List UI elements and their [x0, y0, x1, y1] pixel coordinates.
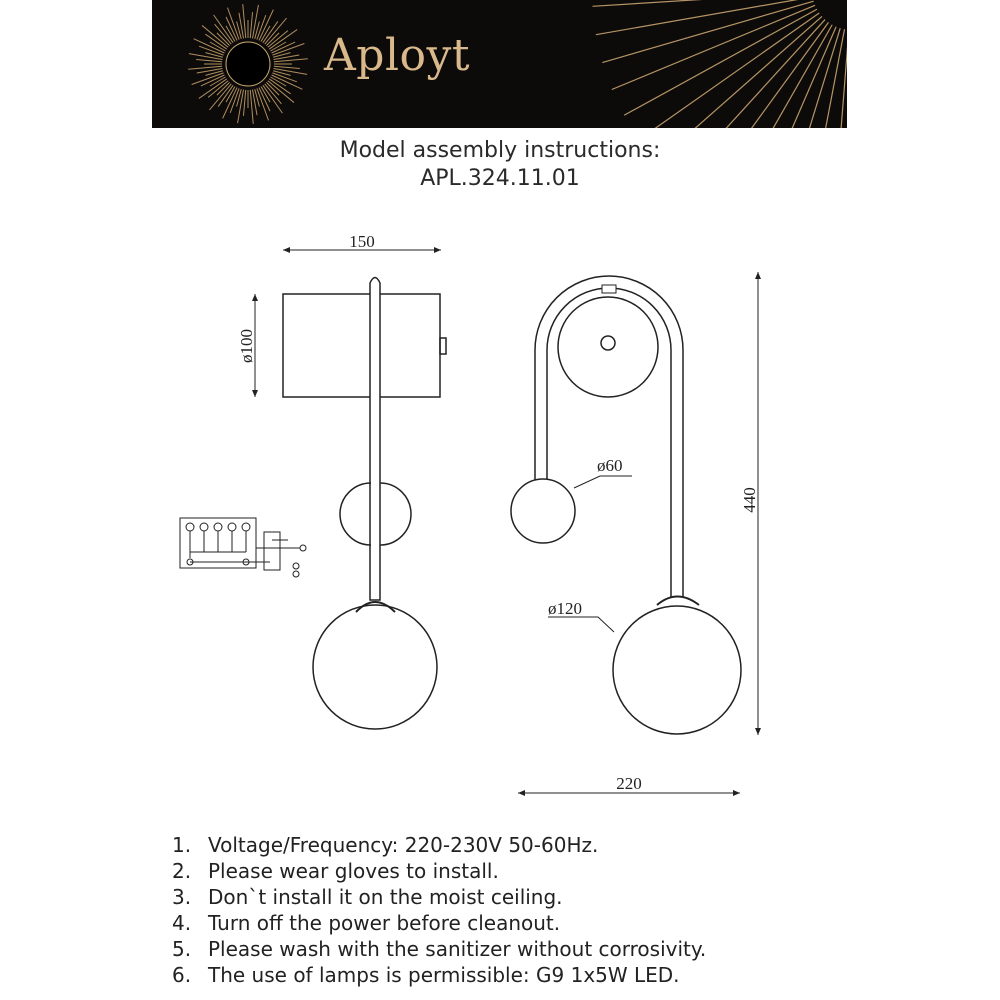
support-rod — [370, 278, 380, 601]
canopy-disc — [558, 297, 658, 397]
arc-joint — [602, 285, 616, 293]
large-globe-leader — [548, 617, 614, 632]
list-item: 1. Voltage/Frequency: 220-230V 50-60Hz. — [172, 833, 599, 857]
list-item: 6. The use of lamps is permissible: G9 1x5W LED. — [172, 963, 680, 987]
globe-holder-front — [657, 597, 699, 606]
instructions-list — [172, 832, 706, 988]
small-globe-front — [511, 479, 575, 543]
small-globe-leader — [574, 476, 632, 488]
list-item: 2. Please wear gloves to install. — [172, 859, 499, 883]
canopy-box — [283, 294, 440, 397]
list-item: 5. Please wash with the sanitizer without corrosivity. — [172, 937, 707, 961]
note-text: Please wear gloves to install. — [208, 859, 499, 883]
small-globe-left — [340, 483, 371, 545]
page-title: Model assembly instructions: — [339, 138, 661, 163]
arc-inner — [547, 288, 671, 597]
model-number: APL.324.11.01 — [420, 166, 580, 191]
note-text: Don`t install it on the moist ceiling. — [208, 885, 563, 909]
note-text: Please wash with the sanitizer without corrosivity. — [208, 937, 707, 961]
switch-knob — [440, 338, 446, 354]
list-item: 3. Don`t install it on the moist ceiling. — [172, 885, 563, 909]
large-globe — [313, 605, 437, 729]
small-globe-right — [380, 483, 411, 545]
note-text: The use of lamps is permissible: G9 1x5W LED. — [208, 963, 680, 987]
wiring-diagram — [180, 518, 306, 577]
side-view — [255, 250, 446, 729]
note-text: Voltage/Frequency: 220-230V 50-60Hz. — [208, 833, 599, 857]
front-width-label: 220 — [616, 774, 642, 793]
note-text: Turn off the power before cleanout. — [208, 911, 561, 935]
mount-screw — [601, 336, 615, 350]
brand-name: Aployt — [324, 30, 471, 81]
height-label: 440 — [740, 487, 759, 513]
canopy-diameter-label: ø100 — [237, 329, 256, 363]
width-top-label: 150 — [349, 232, 375, 251]
arc-outer — [535, 276, 683, 597]
list-item: 4. Turn off the power before cleanout. — [172, 911, 561, 935]
small-globe-diameter-label: ø60 — [597, 456, 623, 475]
front-view — [511, 272, 758, 793]
large-globe-front — [613, 606, 741, 734]
large-globe-diameter-label: ø120 — [548, 599, 582, 618]
switch-block — [264, 532, 280, 570]
